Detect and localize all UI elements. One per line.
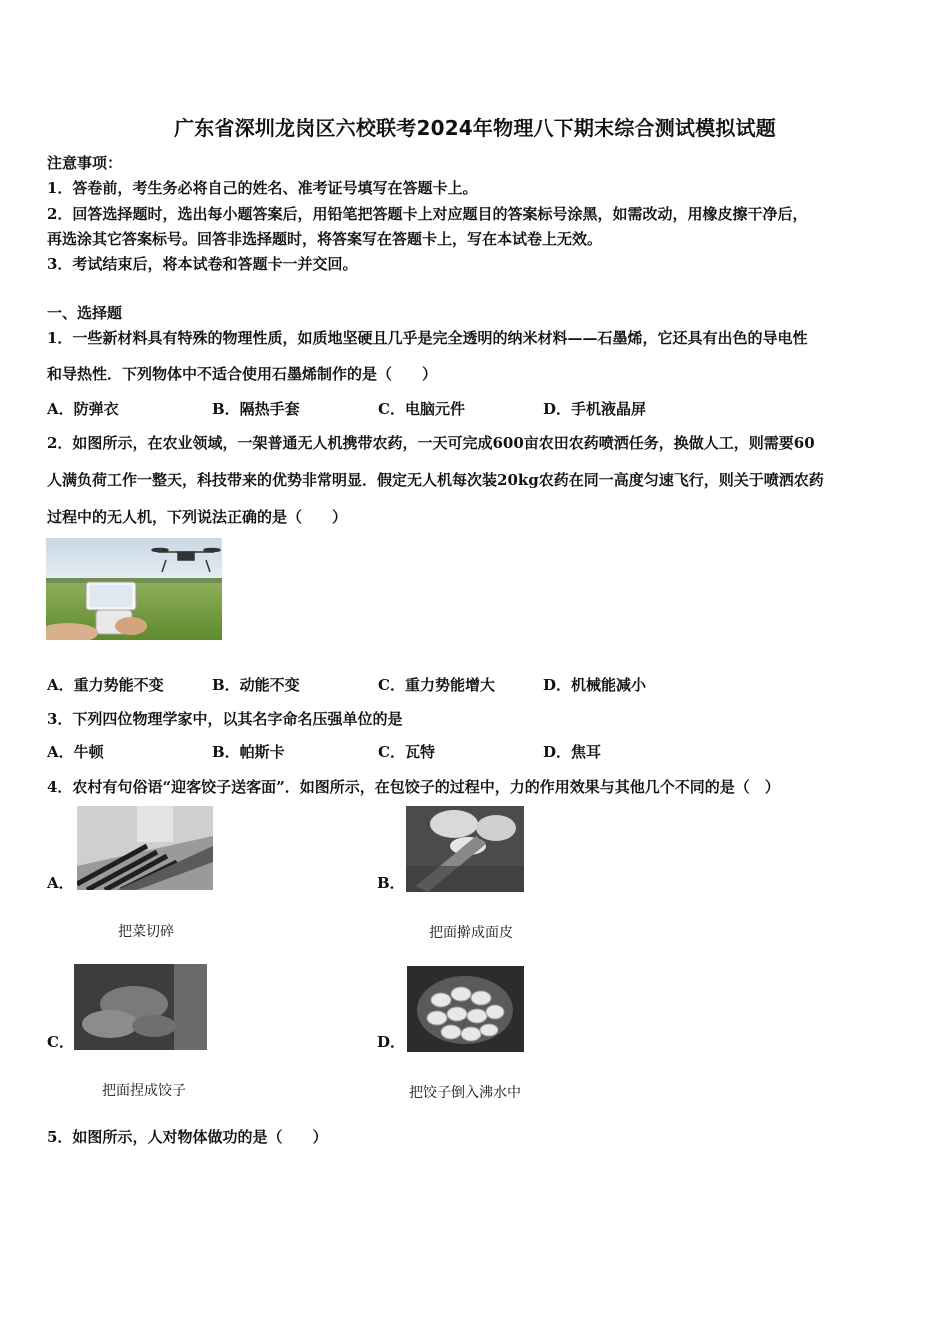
boiling-dumplings-photo — [407, 966, 524, 1052]
q4-option-c-caption: 把面捏成饺子 — [102, 1083, 186, 1099]
question-2-text: 人满负荷工作一整天，科技带来的优势非常明显．假定无人机每次装20kg农药在同一高度匀速飞行，则关于喷洒农药 — [47, 471, 824, 489]
q4-option-a-letter: A． — [47, 874, 74, 892]
q2-option-a: A．重力势能不变 — [47, 676, 164, 694]
section-heading: 一、选择题 — [47, 304, 123, 322]
q4-option-b-caption: 把面擀成面皮 — [429, 925, 513, 941]
notice-item: 1．答卷前，考生务必将自己的姓名、准考证号填写在答题卡上。 — [47, 179, 478, 197]
q4-option-c-letter: C． — [47, 1033, 74, 1051]
notice-heading: 注意事项： — [47, 154, 123, 172]
question-5-text: 5．如图所示，人对物体做功的是（ ） — [47, 1128, 328, 1146]
page-title: 广东省深圳龙岗区六校联考2024年物理八下期末综合测试模拟试题 — [174, 116, 776, 140]
q1-option-c: C．电脑元件 — [378, 400, 465, 418]
question-3-text: 3．下列四位物理学家中，以其名字命名压强单位的是 — [47, 710, 403, 728]
q2-option-c: C．重力势能增大 — [378, 676, 495, 694]
notice-item: 再选涂其它答案标号。回答非选择题时，将答案写在答题卡上，写在本试卷上无效。 — [47, 230, 603, 248]
question-2-text: 过程中的无人机，下列说法正确的是（ ） — [47, 508, 348, 526]
q2-option-b: B．动能不变 — [212, 676, 300, 694]
notice-item: 2．回答选择题时，选出每小题答案后，用铅笔把答题卡上对应题目的答案标号涂黑，如需改动，用橡皮擦干净后， — [47, 205, 808, 223]
q1-option-b: B．隔热手套 — [212, 400, 300, 418]
question-1-text: 1．一些新材料具有特殊的物理性质，如质地坚硬且几乎是完全透明的纳米材料——石墨烯，它还具有出色的导电性 — [47, 329, 808, 347]
q1-option-a: A．防弹衣 — [47, 400, 119, 418]
q3-option-d: D．焦耳 — [543, 743, 602, 761]
q4-option-b-letter: B． — [377, 874, 405, 892]
q4-option-a-caption: 把菜切碎 — [118, 924, 174, 940]
q4-option-d-letter: D． — [377, 1033, 406, 1051]
drone-photo — [46, 538, 222, 640]
q3-option-a: A．牛顿 — [47, 743, 104, 761]
notice-item: 3．考试结束后，将本试卷和答题卡一并交回。 — [47, 255, 358, 273]
q1-option-d: D．手机液晶屏 — [543, 400, 647, 418]
q4-option-d-caption: 把饺子倒入沸水中 — [409, 1085, 521, 1101]
cutting-vegetables-photo — [77, 806, 213, 890]
question-4-text: 4．农村有句俗语“迎客饺子送客面”．如图所示，在包饺子的过程中，力的作用效果与其他几个不同的是（ ） — [47, 778, 780, 796]
rolling-dough-photo — [406, 806, 524, 892]
q3-option-b: B．帕斯卡 — [212, 743, 285, 761]
question-1-text: 和导热性．下列物体中不适合使用石墨烯制作的是（ ） — [47, 365, 438, 383]
shaping-dumplings-photo — [74, 964, 207, 1050]
question-2-text: 2．如图所示，在农业领域，一架普通无人机携带农药，一天可完成600亩农田农药喷洒任务，换做人工，则需要60 — [47, 434, 815, 452]
q3-option-c: C．瓦特 — [378, 743, 435, 761]
q2-option-d: D．机械能减小 — [543, 676, 647, 694]
